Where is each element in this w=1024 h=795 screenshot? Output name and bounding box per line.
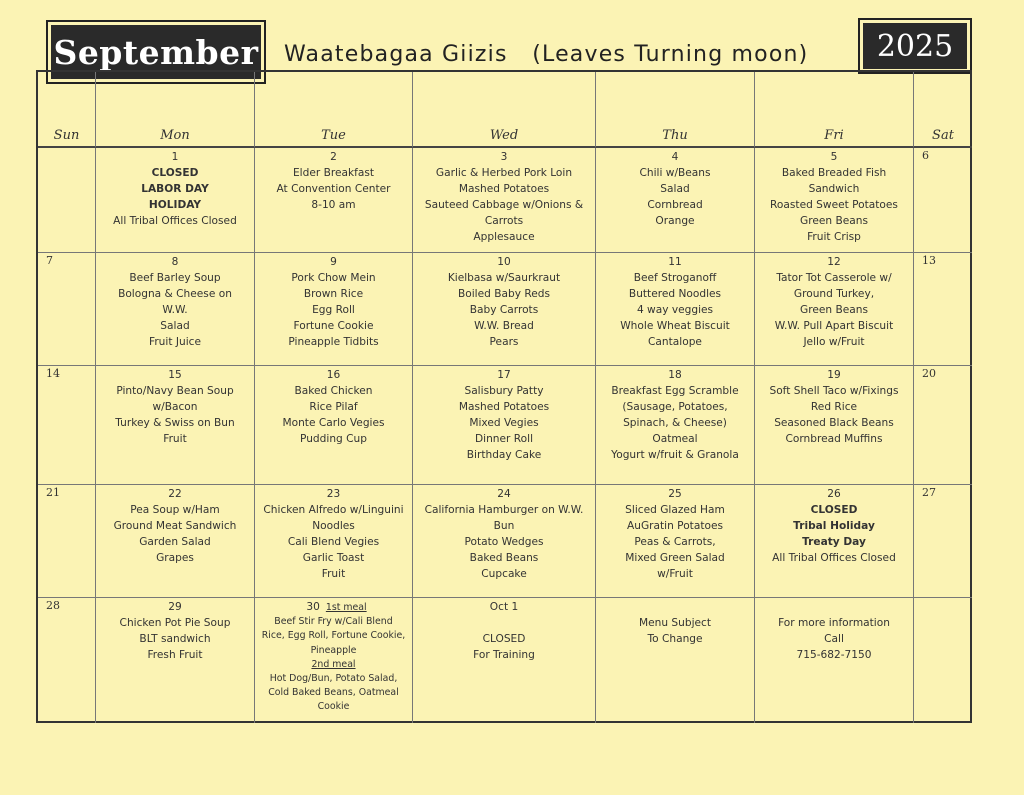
day-number: 19 xyxy=(827,369,841,381)
menu-item: Cupcake xyxy=(481,568,527,580)
day-number: Oct 1 xyxy=(489,601,519,613)
day-cell-thu xyxy=(596,148,755,253)
menu-item: CLOSED xyxy=(151,167,199,179)
day-cell-sat xyxy=(914,366,972,485)
day-cell-fri xyxy=(755,253,914,366)
menu-item xyxy=(413,615,595,631)
menu-item: Pineapple Tidbits xyxy=(288,336,379,348)
menu-item: Fruit Juice xyxy=(149,336,201,348)
menu-item: Cookie xyxy=(317,701,350,713)
menu-item: Carrots xyxy=(484,215,524,227)
menu-item: Ground Meat Sandwich xyxy=(113,520,237,532)
menu-item: Kielbasa w/Saurkraut xyxy=(447,272,561,284)
menu-item: Red Rice xyxy=(810,401,858,413)
menu-item: Beef Barley Soup xyxy=(129,272,221,284)
menu-item: All Tribal Offices Closed xyxy=(772,552,896,564)
day-cell-wed xyxy=(413,598,596,723)
menu-item: Fruit xyxy=(163,433,187,445)
day-number: 5 xyxy=(830,151,838,163)
day-cell-mon xyxy=(96,253,255,366)
day-cell-mon xyxy=(96,366,255,485)
menu-item: Sauteed Cabbage w/Onions & xyxy=(424,199,584,211)
day-number: 13 xyxy=(922,254,936,267)
calendar-grid xyxy=(36,70,972,723)
day-cell-sat xyxy=(914,598,972,723)
menu-item: w/Fruit xyxy=(657,568,693,580)
day-number: 14 xyxy=(46,367,60,380)
day-number: 12 xyxy=(827,256,841,268)
day-number: 1 xyxy=(171,151,179,163)
menu-item: Oatmeal xyxy=(652,433,698,445)
menu-item: For more information xyxy=(778,617,890,629)
menu-item: Egg Roll xyxy=(312,304,355,316)
menu-item: Garlic & Herbed Pork Loin xyxy=(435,167,573,179)
menu-item: Jello w/Fruit xyxy=(803,336,865,348)
day-number: 3 xyxy=(500,151,508,163)
menu-item: Tator Tot Casserole w/ xyxy=(776,272,892,284)
menu-item: Applesauce xyxy=(473,231,535,243)
day-number: 26 xyxy=(827,488,841,500)
day-number: 20 xyxy=(922,367,936,380)
menu-item: Mashed Potatoes xyxy=(458,183,550,195)
meal-label: 2nd meal xyxy=(311,658,356,670)
day-cell-wed xyxy=(413,366,596,485)
menu-item: Brown Rice xyxy=(303,288,364,300)
menu-item: At Convention Center xyxy=(276,183,391,195)
menu-item: Pineapple xyxy=(310,644,357,656)
menu-item: 4 way veggies xyxy=(636,304,714,316)
menu-item: Yogurt w/fruit & Granola xyxy=(611,449,739,461)
month-title: September xyxy=(51,25,261,79)
menu-item: Rice, Egg Roll, Fortune Cookie, xyxy=(261,630,406,642)
menu-item: BLT sandwich xyxy=(139,633,211,645)
menu-item: Elder Breakfast xyxy=(292,167,375,179)
menu-item: Bun xyxy=(493,520,515,532)
year-box xyxy=(858,18,972,74)
day-cell-wed xyxy=(413,485,596,598)
menu-item: (Sausage, Potatoes, xyxy=(622,401,728,413)
menu-item: Salad xyxy=(660,183,690,195)
menu-item: W.W. Bread xyxy=(474,320,534,332)
day-cell-mon xyxy=(96,485,255,598)
menu-item: Dinner Roll xyxy=(474,433,534,445)
menu-item: HOLIDAY xyxy=(148,199,202,211)
day-cell-fri xyxy=(755,148,914,253)
day-cell-thu xyxy=(596,366,755,485)
day-number: 6 xyxy=(922,149,929,162)
day-number: 15 xyxy=(168,369,182,381)
day-cell-thu xyxy=(596,598,755,723)
day-number: 25 xyxy=(668,488,682,500)
day-cell-wed xyxy=(413,253,596,366)
menu-item: 715-682-7150 xyxy=(796,649,872,661)
menu-item: Cornbread Muffins xyxy=(785,433,883,445)
day-header-wed: Wed xyxy=(413,72,596,148)
day-number: 24 xyxy=(497,488,511,500)
menu-item: For Training xyxy=(473,649,535,661)
day-number: 18 xyxy=(668,369,682,381)
menu-item: Turkey & Swiss on Bun xyxy=(115,417,235,429)
day-cell-sat xyxy=(914,485,972,598)
menu-item: Fruit xyxy=(321,568,346,580)
day-cell-sun xyxy=(38,148,96,253)
day-number: 22 xyxy=(168,488,182,500)
menu-item: Chicken Alfredo w/Linguini xyxy=(263,504,404,516)
day-header-thu: Thu xyxy=(596,72,755,148)
menu-item: Birthday Cake xyxy=(466,449,542,461)
day-cell-tue xyxy=(255,366,413,485)
day-number: 10 xyxy=(497,256,511,268)
day-cell-thu xyxy=(596,485,755,598)
menu-item: w/Bacon xyxy=(152,401,198,413)
menu-item: Spinach, & Cheese) xyxy=(623,417,727,429)
menu-item: Beef Stir Fry w/Cali Blend xyxy=(274,616,393,628)
menu-item: Bologna & Cheese on xyxy=(118,288,232,300)
day-number: 11 xyxy=(668,256,682,268)
day-cell-sat xyxy=(914,253,972,366)
day-number: 23 xyxy=(326,488,341,500)
menu-item: Pears xyxy=(489,336,519,348)
menu-item: Sandwich xyxy=(808,183,860,195)
menu-item: Chicken Pot Pie Soup xyxy=(119,617,231,629)
day-cell-tue xyxy=(255,598,413,723)
day-number: 8 xyxy=(171,256,179,268)
day-number: 2 xyxy=(330,151,337,163)
menu-item: CLOSED xyxy=(810,504,858,516)
day-cell-fri xyxy=(755,598,914,723)
day-cell-fri xyxy=(755,485,914,598)
day-cell-mon xyxy=(96,598,255,723)
menu-item: Salad xyxy=(160,320,190,332)
menu-item: CLOSED xyxy=(482,633,526,645)
day-number: 30 xyxy=(306,601,320,613)
menu-item: Rice Pilaf xyxy=(309,401,358,413)
day-number: 29 xyxy=(168,601,182,613)
menu-item: Noodles xyxy=(312,520,355,532)
day-cell-wed xyxy=(413,148,596,253)
menu-item: Baked Beans xyxy=(469,552,539,564)
menu-item: Soft Shell Taco w/Fixings xyxy=(769,385,899,397)
day-cell-tue xyxy=(255,485,413,598)
menu-item: Ground Turkey, xyxy=(793,288,875,300)
menu-item: Whole Wheat Biscuit xyxy=(620,320,730,332)
menu-item: W.W. Pull Apart Biscuit xyxy=(774,320,894,332)
menu-item: Fresh Fruit xyxy=(147,649,203,661)
menu-item: Chili w/Beans xyxy=(639,167,711,179)
day-number: 16 xyxy=(326,369,341,381)
day-cell-thu xyxy=(596,253,755,366)
menu-item: Pudding Cup xyxy=(300,433,367,445)
day-number: 7 xyxy=(46,254,53,267)
menu-item: Salisbury Patty xyxy=(464,385,544,397)
menu-item: To Change xyxy=(647,633,703,645)
menu-item: Buttered Noodles xyxy=(628,288,722,300)
menu-item: Sliced Glazed Ham xyxy=(625,504,725,516)
menu-item: Green Beans xyxy=(800,215,868,227)
year-title: 2025 xyxy=(863,23,967,69)
menu-item: Garlic Toast xyxy=(302,552,365,564)
menu-item: Beef Stroganoff xyxy=(633,272,717,284)
menu-item: Monte Carlo Vegies xyxy=(282,417,385,429)
menu-item: Treaty Day xyxy=(802,536,866,548)
day-number: 27 xyxy=(922,486,936,499)
menu-item: Mashed Potatoes xyxy=(458,401,550,413)
day-cell-sun xyxy=(38,253,96,366)
menu-item: Pork Chow Mein xyxy=(291,272,376,284)
menu-item: W.W. xyxy=(162,304,188,316)
menu-item: Baby Carrots xyxy=(469,304,539,316)
menu-item: AuGratin Potatoes xyxy=(626,520,723,532)
menu-item: Pinto/Navy Bean Soup xyxy=(116,385,234,397)
moon-name-subtitle: Waatebagaa Giizis (Leaves Turning moon) xyxy=(284,42,809,67)
spacer xyxy=(755,599,913,615)
menu-item: Garden Salad xyxy=(139,536,211,548)
menu-item: California Hamburger on W.W. xyxy=(424,504,584,516)
day-cell-fri xyxy=(755,366,914,485)
menu-item: Fortune Cookie xyxy=(293,320,374,332)
day-header-tue: Tue xyxy=(255,72,413,148)
day-cell-sun xyxy=(38,366,96,485)
spacer xyxy=(596,599,754,615)
menu-item: Tribal Holiday xyxy=(793,520,875,532)
menu-item: Call xyxy=(824,633,844,645)
day-number: 9 xyxy=(330,256,337,268)
day-number: 21 xyxy=(46,486,60,499)
menu-item: LABOR DAY xyxy=(141,183,209,195)
day-number: 28 xyxy=(46,599,60,612)
menu-item: Peas & Carrots, xyxy=(634,536,716,548)
day-cell-sat xyxy=(914,148,972,253)
menu-item: Cantalope xyxy=(648,336,702,348)
day-cell-mon xyxy=(96,148,255,253)
menu-item: 8-10 am xyxy=(311,199,356,211)
day-header-fri: Fri xyxy=(755,72,914,148)
menu-item: Hot Dog/Bun, Potato Salad, xyxy=(269,673,398,685)
menu-item: Grapes xyxy=(156,552,194,564)
menu-item: All Tribal Offices Closed xyxy=(113,215,237,227)
day-header-sun: Sun xyxy=(38,72,96,148)
menu-item: Baked Chicken xyxy=(294,385,373,397)
day-cell-sun xyxy=(38,598,96,723)
meal-label: 1st meal xyxy=(325,602,367,613)
menu-item: Cold Baked Beans, Oatmeal xyxy=(268,687,399,699)
menu-item: Boiled Baby Reds xyxy=(457,288,550,300)
menu-item: Mixed Green Salad xyxy=(625,552,725,564)
day-number: 4 xyxy=(671,151,679,163)
day-cell-tue xyxy=(255,253,413,366)
menu-item: Green Beans xyxy=(800,304,868,316)
day-header-mon: Mon xyxy=(96,72,255,148)
menu-item: Cornbread xyxy=(647,199,703,211)
menu-item: Roasted Sweet Potatoes xyxy=(770,199,898,211)
menu-item: Mixed Vegies xyxy=(469,417,539,429)
menu-item: Orange xyxy=(655,215,695,227)
menu-item: Seasoned Black Beans xyxy=(774,417,894,429)
menu-item: Pea Soup w/Ham xyxy=(130,504,220,516)
menu-item: Fruit Crisp xyxy=(807,231,861,243)
day-header-sat: Sat xyxy=(914,72,972,148)
menu-item: Baked Breaded Fish xyxy=(781,167,887,179)
day-number: 17 xyxy=(497,369,511,381)
day-cell-sun xyxy=(38,485,96,598)
menu-item: Cali Blend Vegies xyxy=(287,536,380,548)
day-cell-tue xyxy=(255,148,413,253)
menu-item: Potato Wedges xyxy=(464,536,544,548)
menu-item: Breakfast Egg Scramble xyxy=(611,385,739,397)
menu-item: Menu Subject xyxy=(638,617,712,629)
